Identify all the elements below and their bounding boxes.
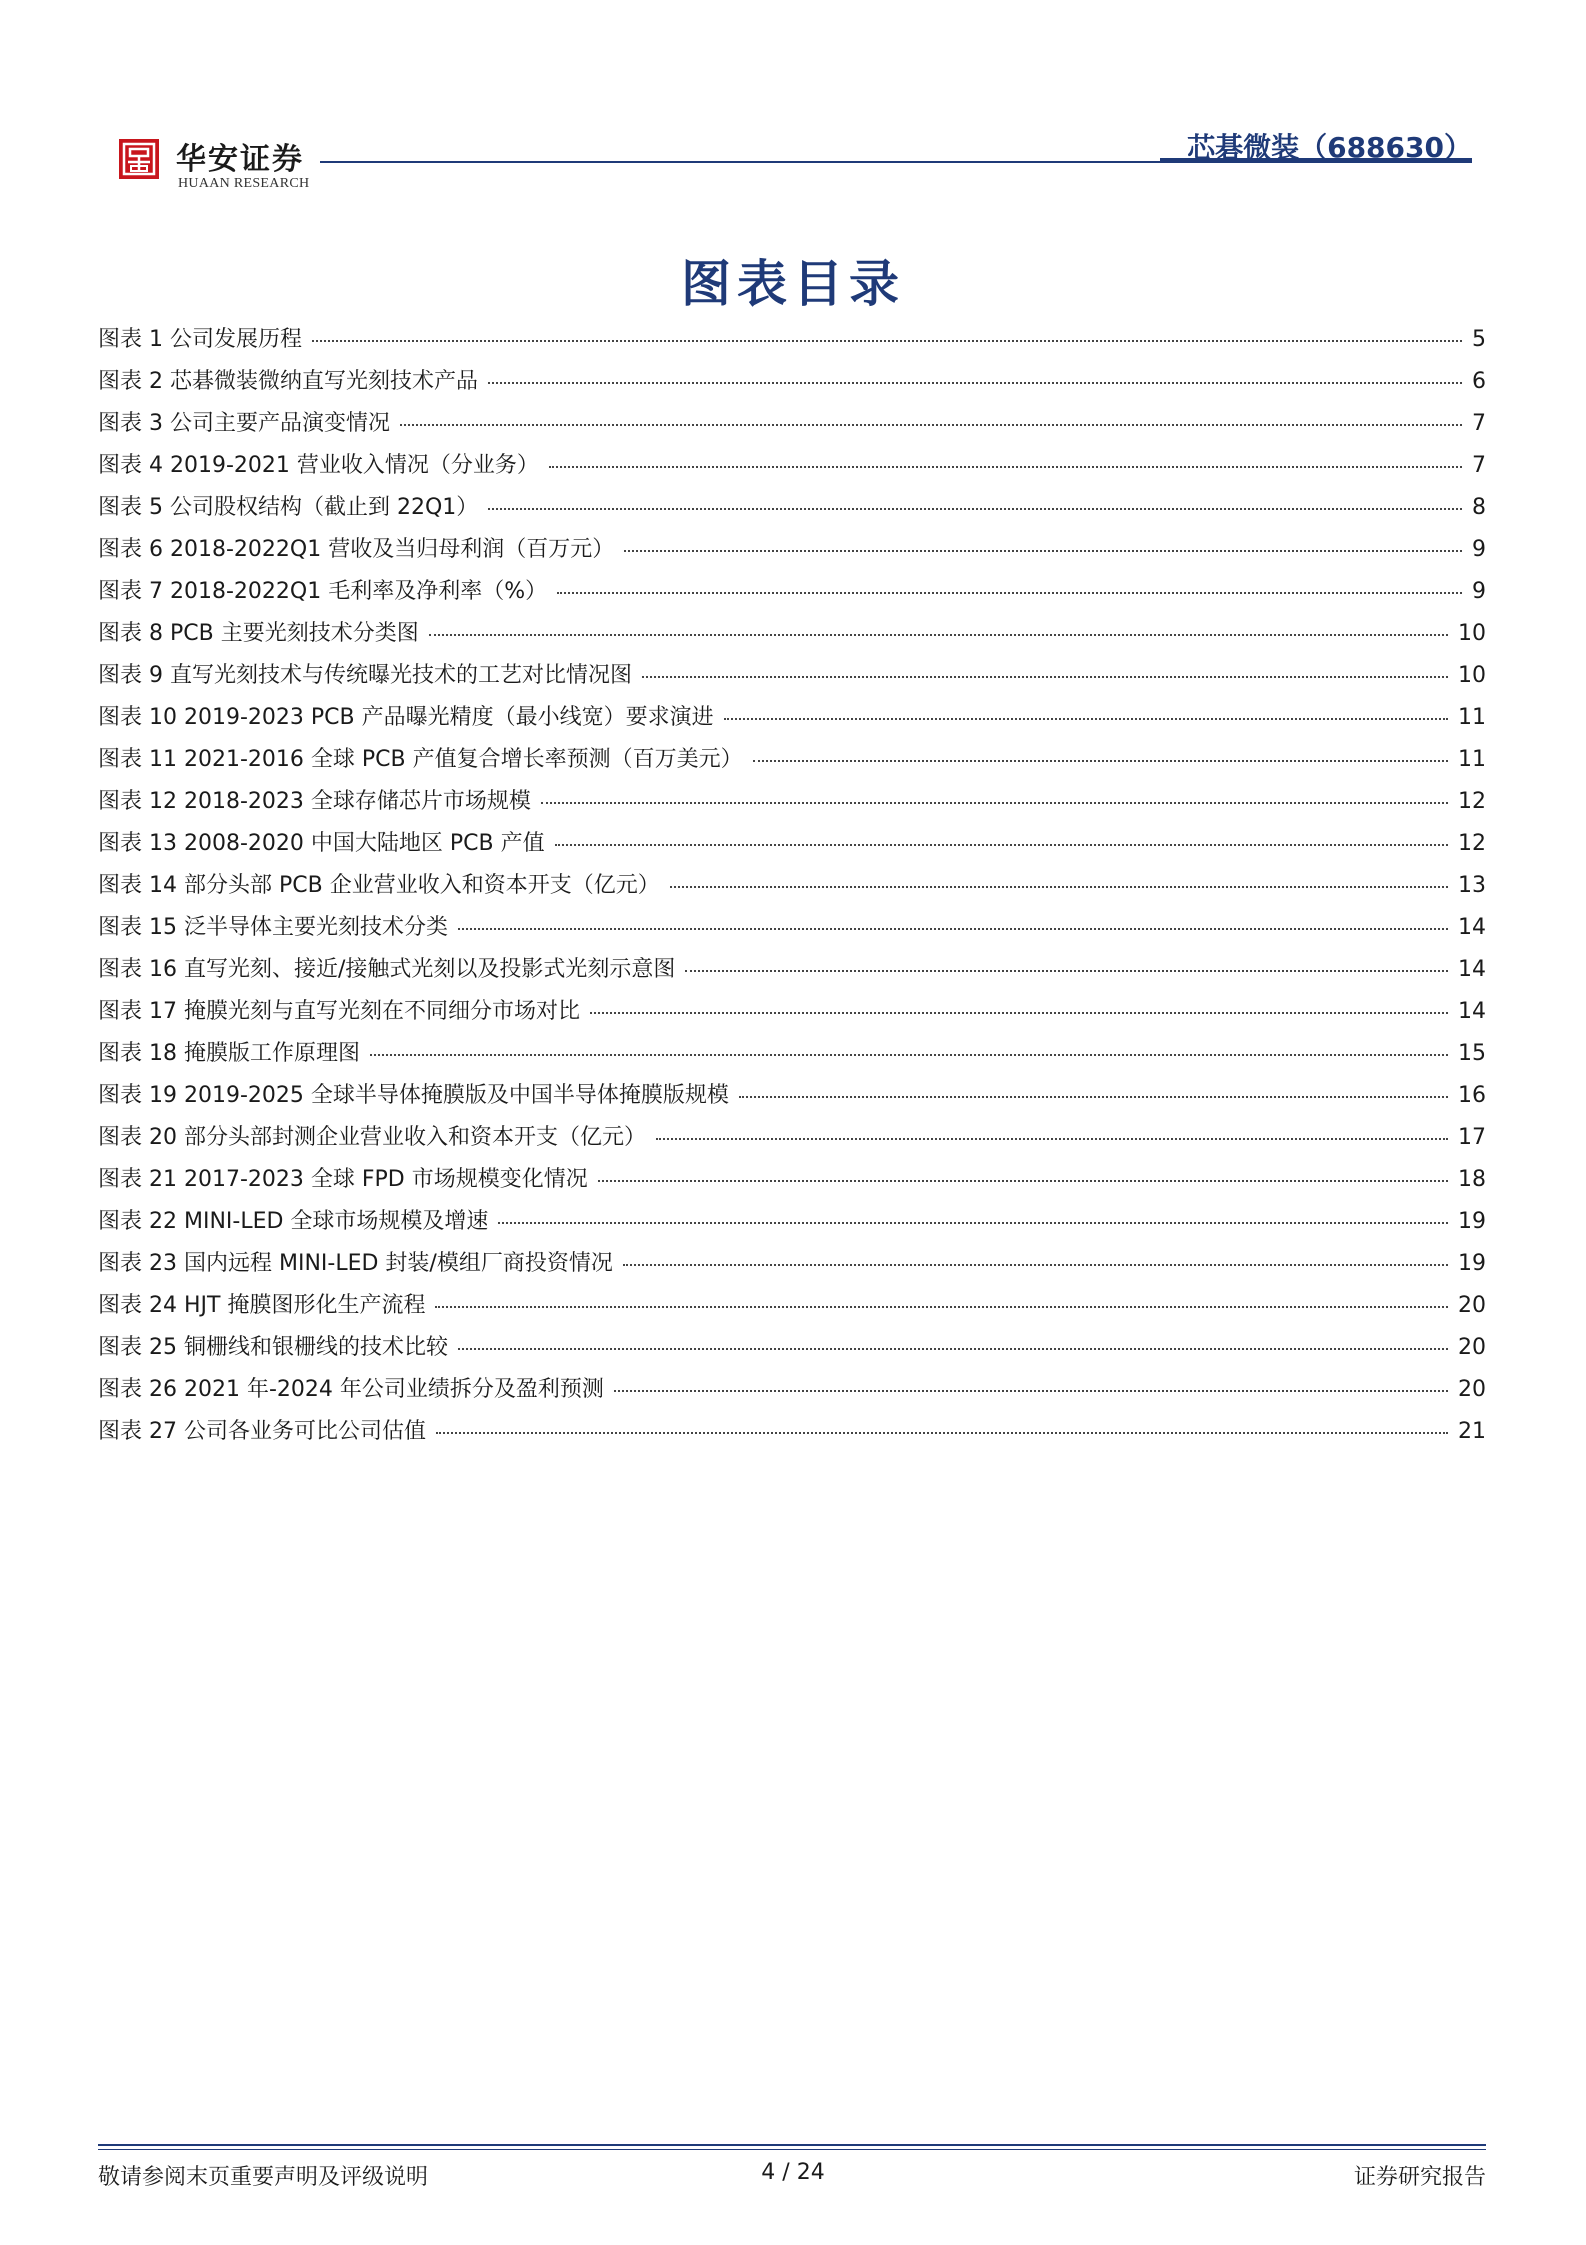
toc-entry-label: 图表 2 芯碁微装微纳直写光刻技术产品 — [98, 369, 478, 394]
toc-entry[interactable] — [98, 1330, 1486, 1372]
company-name: 芯碁微装（688630） — [1187, 131, 1472, 164]
toc-entry[interactable] — [98, 364, 1486, 406]
toc-leader-dots — [429, 634, 1448, 636]
toc-leader-dots — [590, 1012, 1448, 1014]
toc-entry-page: 19 — [1458, 1209, 1486, 1234]
logo-text-en: HUAAN RESEARCH — [178, 176, 310, 191]
toc-entry[interactable] — [98, 994, 1486, 1036]
toc-entry-label: 图表 9 直写光刻技术与传统曝光技术的工艺对比情况图 — [98, 663, 632, 688]
toc-entry[interactable] — [98, 490, 1486, 532]
toc-entry-label: 图表 23 国内远程 MINI-LED 封装/模组厂商投资情况 — [98, 1251, 613, 1276]
toc-entry-label: 图表 15 泛半导体主要光刻技术分类 — [98, 915, 448, 940]
toc-entry[interactable] — [98, 868, 1486, 910]
toc-entry-page: 15 — [1458, 1041, 1486, 1066]
toc-leader-dots — [623, 1264, 1448, 1266]
toc-leader-dots — [498, 1222, 1448, 1224]
toc-entry[interactable] — [98, 1372, 1486, 1414]
toc-leader-dots — [541, 802, 1448, 804]
footer-divider-thin — [98, 2149, 1486, 2150]
toc-entry-label: 图表 21 2017-2023 全球 FPD 市场规模变化情况 — [98, 1167, 588, 1192]
toc-entry-page: 5 — [1472, 327, 1486, 352]
toc-entry-page: 7 — [1472, 411, 1486, 436]
toc-entry[interactable] — [98, 406, 1486, 448]
toc-leader-dots — [458, 1348, 1448, 1350]
page-number: 4 / 24 — [761, 2160, 825, 2185]
report-type: 证券研究报告 — [1353, 2165, 1486, 2190]
toc-entry[interactable] — [98, 1414, 1486, 1456]
toc-entry-page: 10 — [1458, 621, 1486, 646]
toc-entry-label: 图表 12 2018-2023 全球存储芯片市场规模 — [98, 789, 531, 814]
toc-entry[interactable] — [98, 658, 1486, 700]
toc-entry-page: 20 — [1458, 1377, 1486, 1402]
toc-entry-label: 图表 19 2019-2025 全球半导体掩膜版及中国半导体掩膜版规模 — [98, 1083, 729, 1108]
toc-entry-page: 20 — [1458, 1335, 1486, 1360]
toc-leader-dots — [739, 1096, 1448, 1098]
toc-leader-dots — [370, 1054, 1448, 1056]
toc-entry-page: 12 — [1458, 831, 1486, 856]
toc-entry-label: 图表 7 2018-2022Q1 毛利率及净利率（%） — [98, 579, 548, 604]
toc-entry[interactable] — [98, 1036, 1486, 1078]
toc-leader-dots — [642, 676, 1448, 678]
toc-entry[interactable] — [98, 784, 1486, 826]
toc-entry-page: 21 — [1458, 1419, 1486, 1444]
toc-entry-page: 11 — [1458, 705, 1486, 730]
toc-entry[interactable] — [98, 1246, 1486, 1288]
toc-entry[interactable] — [98, 1288, 1486, 1330]
toc-entry[interactable] — [98, 1120, 1486, 1162]
toc-entry-page: 18 — [1458, 1167, 1486, 1192]
toc-leader-dots — [436, 1432, 1448, 1434]
toc-entry-page: 6 — [1472, 369, 1486, 394]
huaan-logo-icon — [118, 138, 160, 180]
toc-leader-dots — [614, 1390, 1448, 1392]
toc-entry[interactable] — [98, 616, 1486, 658]
toc-entry-label: 图表 13 2008-2020 中国大陆地区 PCB 产值 — [98, 831, 545, 856]
toc-entry-label: 图表 26 2021 年-2024 年公司业绩拆分及盈利预测 — [98, 1377, 604, 1402]
toc-entry[interactable] — [98, 952, 1486, 994]
toc-leader-dots — [598, 1180, 1448, 1182]
toc-entry-page: 11 — [1458, 747, 1486, 772]
toc-entry-page: 8 — [1472, 495, 1486, 520]
footer-disclaimer: 敬请参阅末页重要声明及评级说明 — [98, 2165, 429, 2190]
toc-entry[interactable] — [98, 1078, 1486, 1120]
toc-leader-dots — [549, 466, 1462, 468]
toc-entry-label: 图表 10 2019-2023 PCB 产品曝光精度（最小线宽）要求演进 — [98, 705, 714, 730]
toc-leader-dots — [400, 424, 1462, 426]
toc-leader-dots — [488, 382, 1462, 384]
toc-entry[interactable] — [98, 574, 1486, 616]
toc-leader-dots — [557, 592, 1462, 594]
toc-entry-label: 图表 14 部分头部 PCB 企业营业收入和资本开支（亿元） — [98, 873, 660, 898]
toc-entry-label: 图表 20 部分头部封测企业营业收入和资本开支（亿元） — [98, 1125, 646, 1150]
toc-entry-page: 14 — [1458, 957, 1486, 982]
toc-entry-label: 图表 8 PCB 主要光刻技术分类图 — [98, 621, 419, 646]
toc-entry[interactable] — [98, 1204, 1486, 1246]
toc-entry[interactable] — [98, 826, 1486, 868]
toc-leader-dots — [685, 970, 1448, 972]
toc-entry[interactable] — [98, 532, 1486, 574]
toc-list — [98, 322, 1486, 1456]
toc-entry-label: 图表 17 掩膜光刻与直写光刻在不同细分市场对比 — [98, 999, 580, 1024]
toc-leader-dots — [724, 718, 1448, 720]
toc-leader-dots — [753, 760, 1448, 762]
toc-entry-page: 9 — [1472, 579, 1486, 604]
toc-leader-dots — [312, 340, 1462, 342]
toc-leader-dots — [670, 886, 1448, 888]
footer-divider — [98, 2144, 1486, 2146]
toc-entry-label: 图表 4 2019-2021 营业收入情况（分业务） — [98, 453, 539, 478]
toc-entry[interactable] — [98, 1162, 1486, 1204]
toc-leader-dots — [624, 550, 1462, 552]
toc-entry-label: 图表 27 公司各业务可比公司估值 — [98, 1419, 426, 1444]
toc-entry-label: 图表 16 直写光刻、接近/接触式光刻以及投影式光刻示意图 — [98, 957, 676, 982]
toc-entry-label: 图表 1 公司发展历程 — [98, 327, 302, 352]
toc-entry-page: 13 — [1458, 873, 1486, 898]
toc-entry[interactable] — [98, 448, 1486, 490]
toc-entry-page: 10 — [1458, 663, 1486, 688]
toc-entry-page: 20 — [1458, 1293, 1486, 1318]
toc-entry-label: 图表 6 2018-2022Q1 营收及当归母利润（百万元） — [98, 537, 615, 562]
toc-entry-page: 9 — [1472, 537, 1486, 562]
toc-entry-label: 图表 24 HJT 掩膜图形化生产流程 — [98, 1293, 426, 1318]
toc-leader-dots — [458, 928, 1448, 930]
toc-entry-page: 19 — [1458, 1251, 1486, 1276]
toc-leader-dots — [435, 1306, 1448, 1308]
toc-entry-label: 图表 18 掩膜版工作原理图 — [98, 1041, 360, 1066]
toc-entry[interactable] — [98, 700, 1486, 742]
toc-entry-label: 图表 11 2021-2016 全球 PCB 产值复合增长率预测（百万美元） — [98, 747, 743, 772]
toc-entry-page: 14 — [1458, 999, 1486, 1024]
toc-entry-label: 图表 22 MINI-LED 全球市场规模及增速 — [98, 1209, 489, 1234]
toc-entry-label: 图表 5 公司股权结构（截止到 22Q1） — [98, 495, 479, 520]
toc-entry[interactable] — [98, 322, 1486, 364]
toc-entry-page: 7 — [1472, 453, 1486, 478]
toc-leader-dots — [656, 1138, 1448, 1140]
toc-leader-dots — [555, 844, 1448, 846]
page-header — [0, 0, 1586, 200]
toc-leader-dots — [488, 508, 1462, 510]
toc-entry-label: 图表 25 铜栅线和银栅线的技术比较 — [98, 1335, 448, 1360]
toc-entry-page: 17 — [1458, 1125, 1486, 1150]
toc-entry[interactable] — [98, 910, 1486, 952]
toc-entry-page: 12 — [1458, 789, 1486, 814]
toc-entry[interactable] — [98, 742, 1486, 784]
toc-entry-page: 16 — [1458, 1083, 1486, 1108]
page-title: 图表目录 — [681, 254, 905, 313]
toc-entry-label: 图表 3 公司主要产品演变情况 — [98, 411, 390, 436]
toc-entry-page: 14 — [1458, 915, 1486, 940]
logo-text-cn: 华安证券 — [176, 142, 304, 177]
